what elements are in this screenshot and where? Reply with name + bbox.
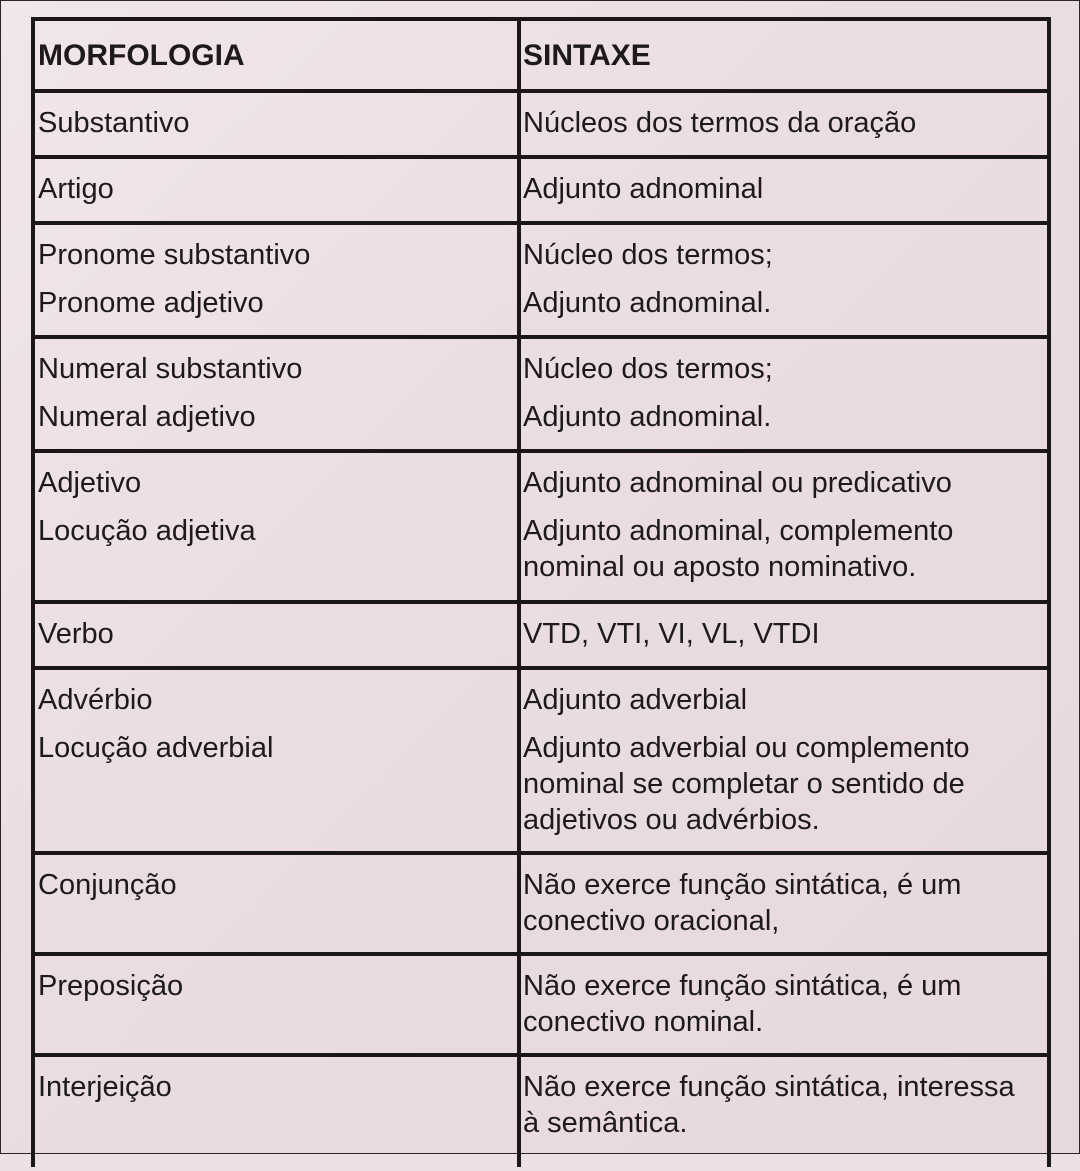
cell-morfologia: [38, 956, 513, 1053]
cell-sintaxe: [523, 93, 1051, 155]
table-row: [35, 956, 1047, 1057]
cell-text: Advérbio: [38, 684, 153, 716]
cell-text: MORFOLOGIA: [38, 39, 245, 72]
table-row: [35, 225, 1047, 339]
cell-text: Adjunto adverbial ou complemento: [523, 732, 970, 764]
line-gap: [38, 387, 513, 399]
line-gap: [38, 273, 513, 285]
line-gap: [38, 501, 513, 513]
cell-text: Adjunto adnominal ou predicativo: [523, 467, 952, 499]
line-gap: [38, 718, 513, 730]
table-row: [35, 670, 1047, 855]
cell-text: conectivo oracional,: [523, 905, 780, 937]
cell-text: VTD, VTI, VI, VL, VTDI: [523, 618, 820, 650]
morfologia-sintaxe-table: [31, 17, 1051, 1167]
cell-text: Pronome substantivo: [38, 239, 311, 271]
cell-text: Núcleo dos termos;: [523, 353, 773, 385]
cell-sintaxe: [523, 225, 1051, 335]
cell-text: Não exerce função sintática, é um: [523, 970, 962, 1002]
cell-text: adjetivos ou advérbios.: [523, 804, 820, 836]
cell-sintaxe: [523, 604, 1051, 666]
cell-morfologia: [38, 159, 513, 221]
cell-text: SINTAXE: [523, 39, 651, 72]
cell-text: Adjunto adnominal, complemento: [523, 515, 954, 547]
table-row: [35, 93, 1047, 159]
table-row: [35, 339, 1047, 453]
cell-text: Pronome adjetivo: [38, 287, 264, 319]
cell-text: Adjunto adverbial: [523, 684, 748, 716]
cell-morfologia: [38, 855, 513, 952]
cell-text: Numeral substantivo: [38, 353, 303, 385]
table-row: [35, 453, 1047, 604]
cell-text: Interjeição: [38, 1071, 172, 1103]
cell-text: Conjunção: [38, 869, 177, 901]
cell-text: Adjunto adnominal.: [523, 287, 772, 319]
cell-morfologia: [38, 670, 513, 851]
cell-text: Preposição: [38, 970, 184, 1002]
cell-sintaxe: [523, 670, 1051, 851]
cell-morfologia: [38, 453, 513, 600]
table-row: [35, 159, 1047, 225]
header-morfologia: [38, 21, 513, 89]
cell-text: Numeral adjetivo: [38, 401, 256, 433]
cell-sintaxe: [523, 453, 1051, 600]
cell-text: Núcleo dos termos;: [523, 239, 773, 271]
cell-text: Não exerce função sintática, interessa: [523, 1071, 1015, 1103]
cell-text: Locução adverbial: [38, 732, 274, 764]
cell-text: Não exerce função sintática, é um: [523, 869, 962, 901]
cell-text: à semântica.: [523, 1107, 688, 1139]
cell-text: Locução adjetiva: [38, 515, 256, 547]
cell-sintaxe: [523, 159, 1051, 221]
line-gap: [523, 387, 1051, 399]
cell-text: Substantivo: [38, 107, 190, 139]
table-header-row: [35, 21, 1047, 93]
line-gap: [523, 273, 1051, 285]
cell-text: conectivo nominal.: [523, 1006, 764, 1038]
line-gap: [523, 718, 1051, 730]
line-gap: [523, 501, 1051, 513]
cell-text: Verbo: [38, 618, 114, 650]
cell-morfologia: [38, 604, 513, 666]
cell-text: Adjunto adnominal: [523, 173, 764, 205]
cell-morfologia: [38, 93, 513, 155]
cell-text: nominal se completar o sentido de: [523, 768, 965, 800]
cell-sintaxe: [523, 855, 1051, 952]
cell-text: nominal ou aposto nominativo.: [523, 551, 917, 583]
cell-sintaxe: [523, 956, 1051, 1053]
cell-text: Núcleos dos termos da oração: [523, 107, 917, 139]
cell-text: Adjunto adnominal.: [523, 401, 772, 433]
table-row: [35, 604, 1047, 670]
cell-morfologia: [38, 339, 513, 449]
cell-morfologia: [38, 225, 513, 335]
cell-sintaxe: [523, 339, 1051, 449]
header-sintaxe: [523, 21, 1051, 89]
cell-text: Artigo: [38, 173, 114, 205]
table-row: [35, 855, 1047, 956]
cell-text: Adjetivo: [38, 467, 142, 499]
